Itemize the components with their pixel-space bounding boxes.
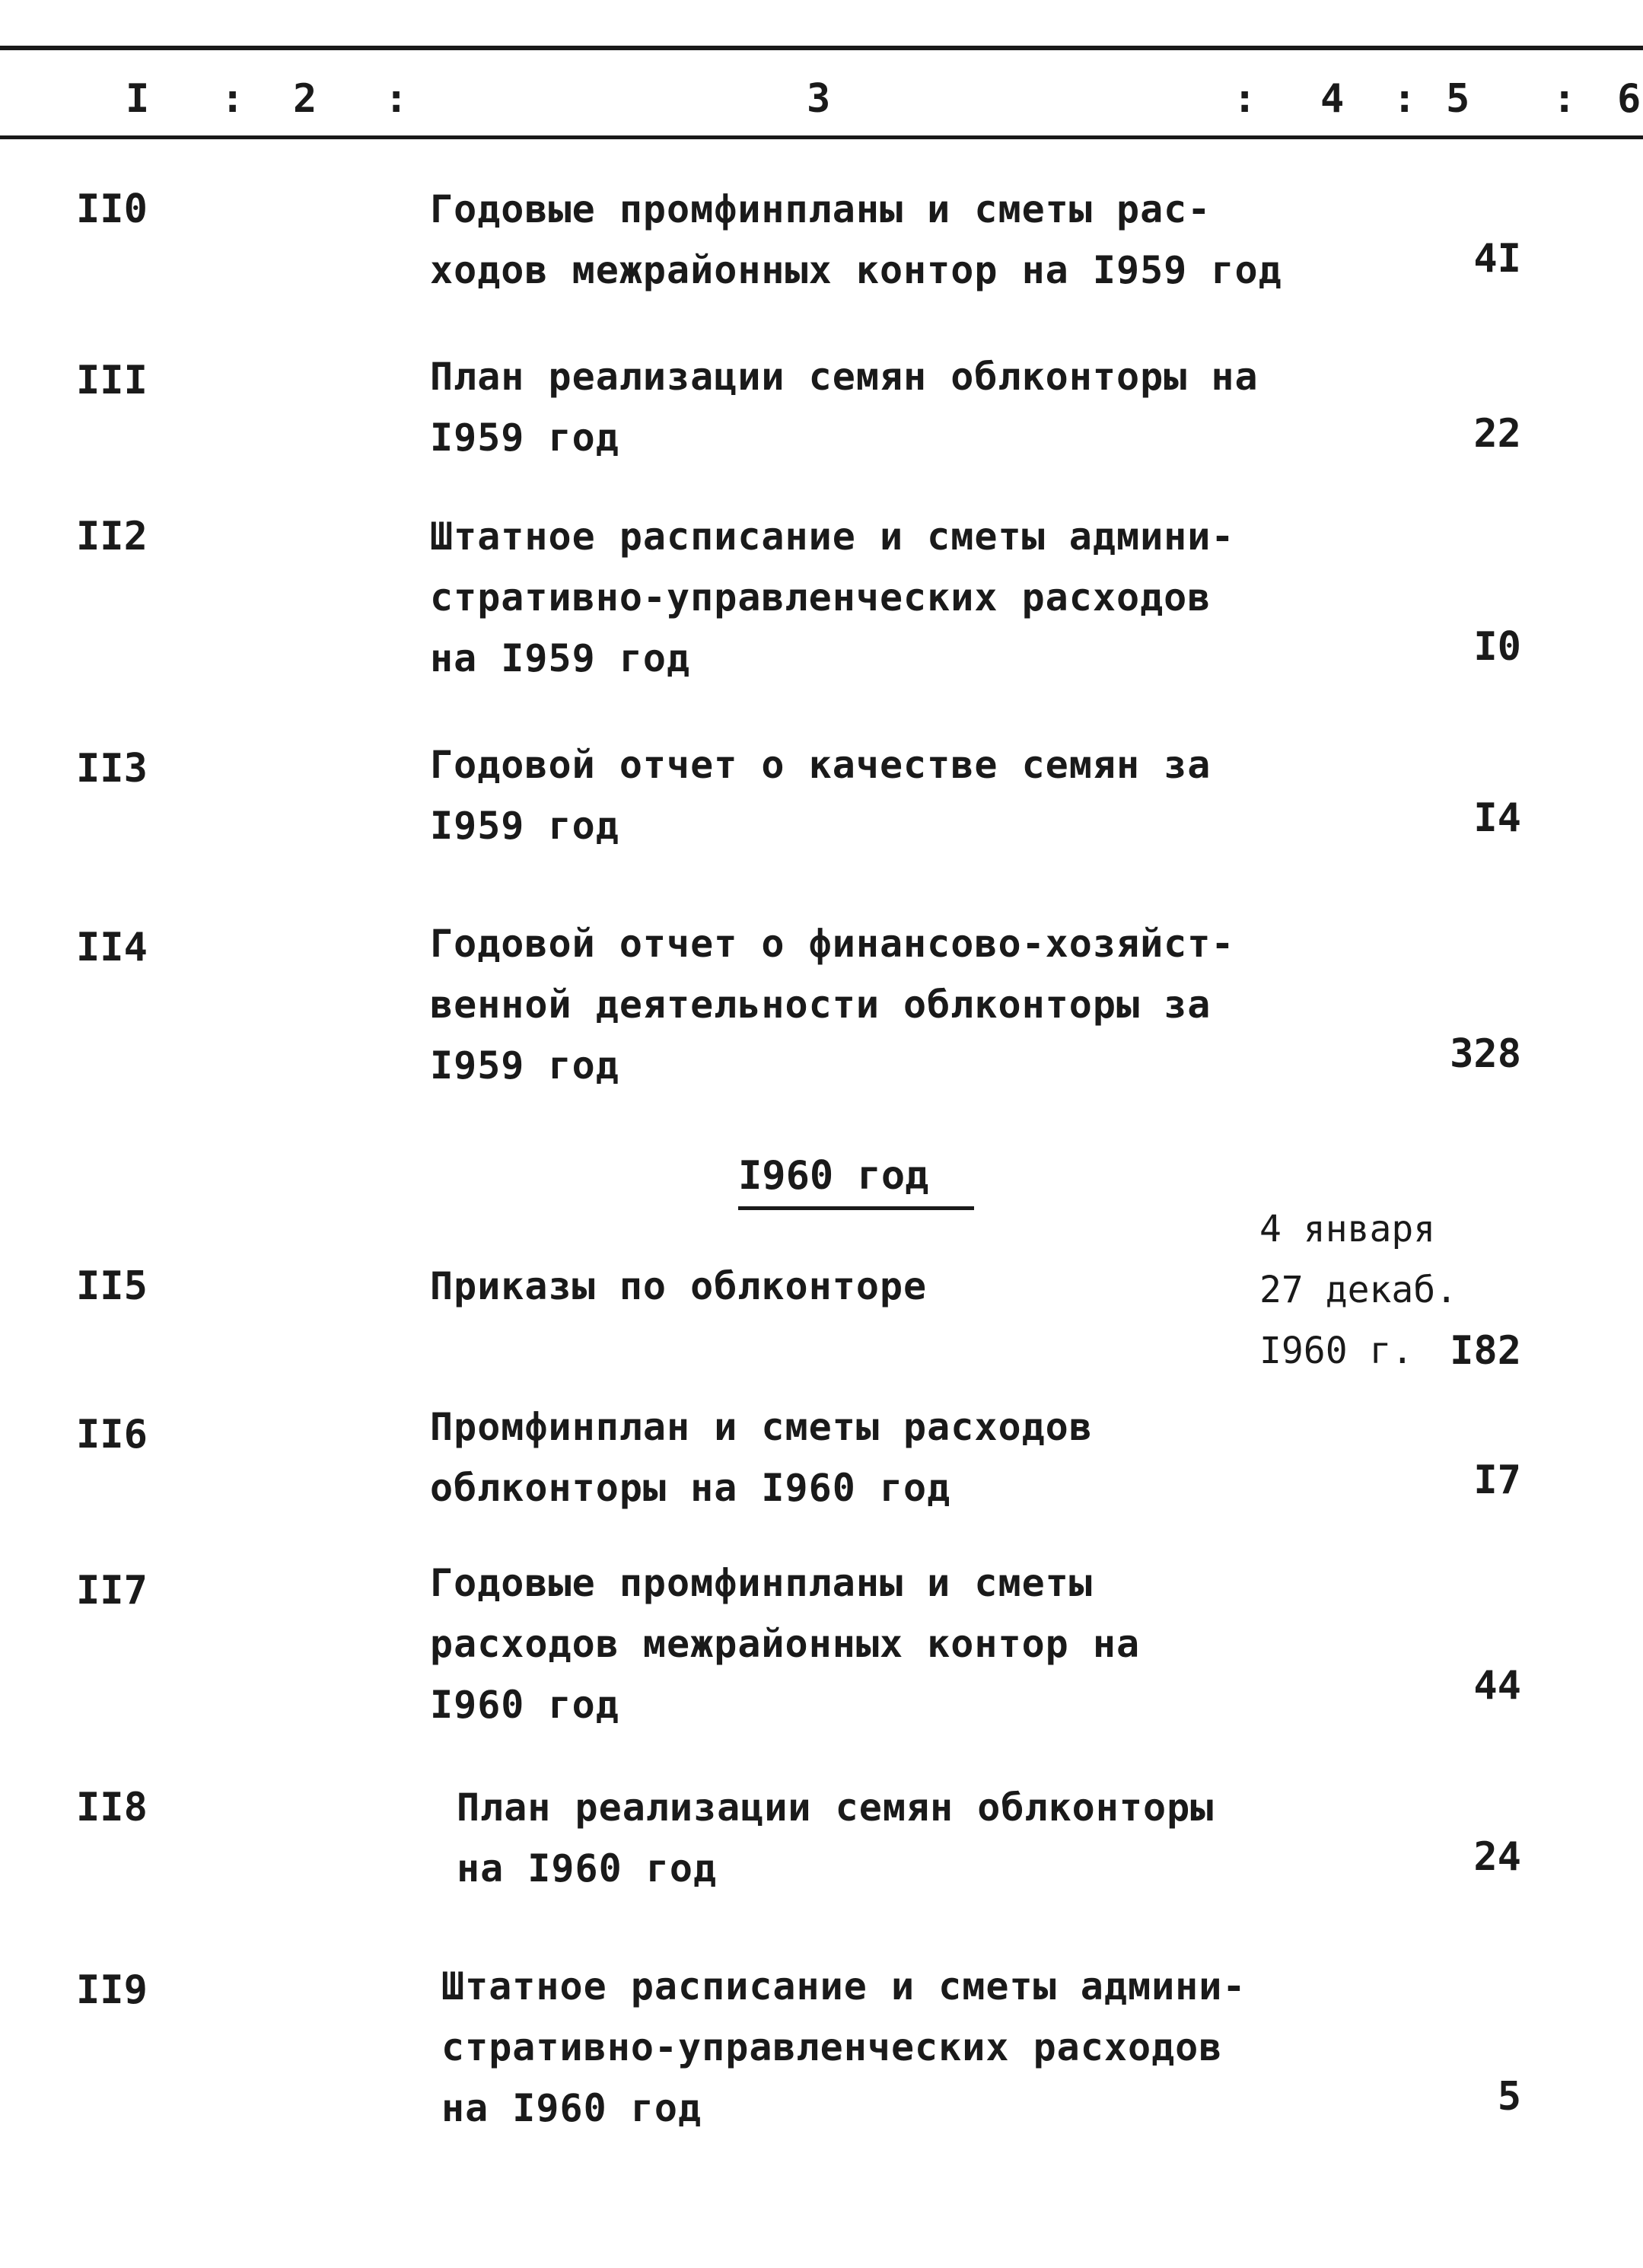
row-title: Годовой отчет о финансово-хозяйст- венной деятельности облконторы за I959 год [430,922,1235,1088]
row-dates: 4 января 27 декаб. I960 г. [1259,1208,1458,1372]
header-rule-top [0,46,1643,50]
header-separator: : [1552,76,1577,122]
row-number: II7 [76,1568,148,1613]
header-col-4: 4 [1320,76,1345,122]
header-separator: : [384,76,409,122]
header-col-5: 5 [1446,76,1470,122]
header-col-2: 2 [293,76,317,122]
header-separator: : [1233,76,1257,122]
header-separator: : [221,76,245,122]
row-number: II8 [76,1785,148,1830]
header-col-6: 6 [1617,76,1641,122]
row-page-count: 24 [1473,1834,1521,1880]
row-title: Годовой отчет о качестве семян за I959 год [430,743,1212,848]
row-title: Приказы по облконторе [430,1264,928,1308]
row-page-count: 328 [1450,1031,1521,1077]
header-rule-bottom [0,135,1643,139]
row-page-count: I0 [1473,624,1521,670]
row-title: План реализации семян облконторы на I959 год [430,355,1259,460]
row-number: II0 [76,186,148,232]
row-title: Годовые промфинпланы и сметы расходов межрайонных контор на I960 год [430,1561,1141,1727]
row-number: II3 [76,746,148,792]
header-col-3: 3 [807,76,831,122]
row-title: План реализации семян облконторы на I960 год [457,1785,1215,1891]
row-page-count: 22 [1473,411,1521,457]
row-page-count: 4I [1473,236,1521,282]
row-title: Штатное расписание и сметы админи- стративно-управленческих расходов на I960 год [441,1964,1247,2130]
row-title: Промфинплан и сметы расходов облконторы на I960 год [430,1405,1093,1510]
row-title: Годовые промфинпланы и сметы рас- ходов межрайонных контор на I959 год [430,187,1282,292]
header-col-1: I [126,76,150,122]
row-page-count: I4 [1473,795,1521,841]
row-page-count: I7 [1473,1457,1521,1503]
row-page-count: 44 [1473,1663,1521,1709]
row-number: II5 [76,1263,148,1309]
row-page-count: I82 [1450,1328,1521,1374]
row-page-count: 5 [1497,2074,1521,2120]
row-number: III [76,358,148,403]
row-title: Штатное расписание и сметы админи- стративно-управленческих расходов на I959 год [430,514,1235,680]
year-section-heading: I960 год [738,1145,974,1210]
header-separator: : [1393,76,1417,122]
row-number: II4 [76,925,148,970]
row-number: II9 [76,1967,148,2013]
row-number: II2 [76,514,148,559]
row-number: II6 [76,1412,148,1457]
